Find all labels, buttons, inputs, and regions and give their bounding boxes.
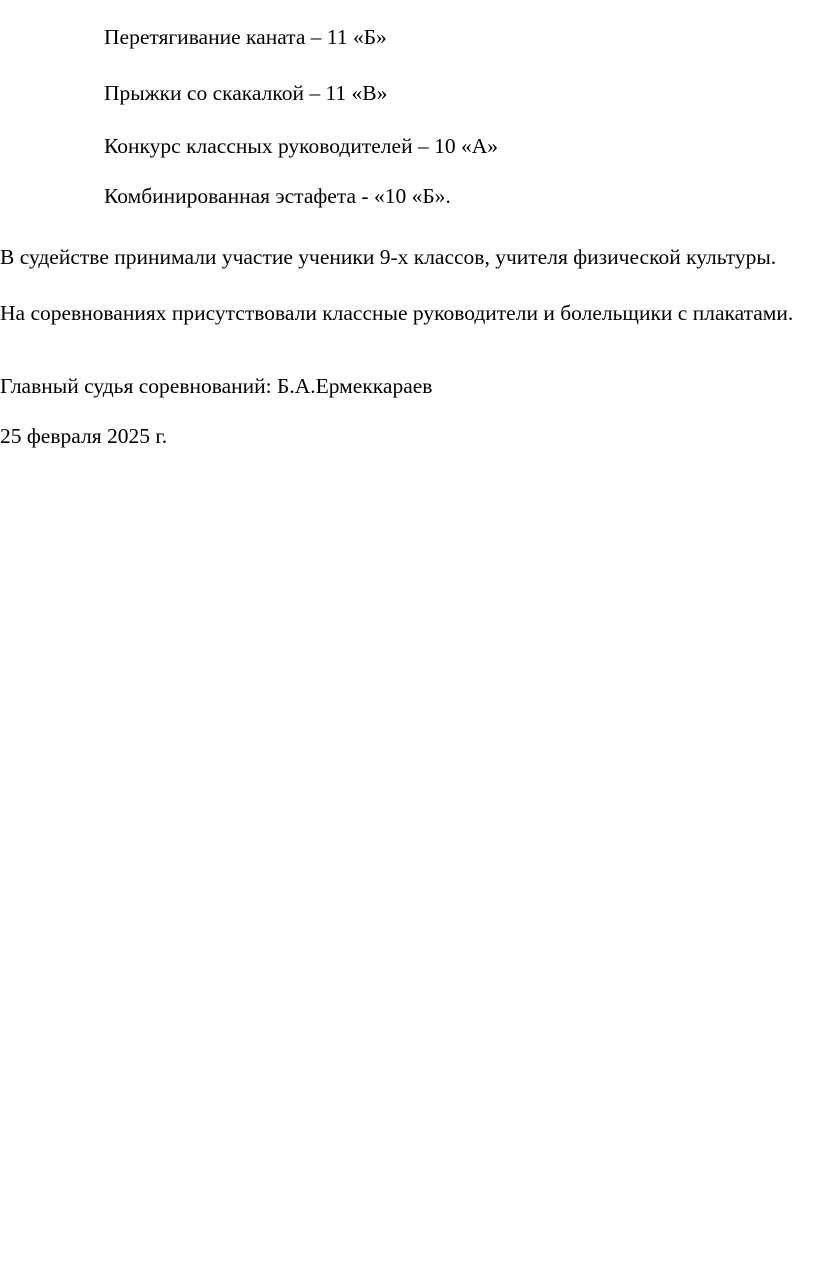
result-class-teachers-contest: Конкурс классных руководителей – 10 «А» bbox=[104, 134, 498, 158]
judging-paragraph: В судействе принимали участие ученики 9-х классов, учителя физической культуры. bbox=[0, 245, 777, 269]
result-tug-of-war: Перетягивание каната – 11 «Б» bbox=[104, 25, 387, 49]
date-line: 25 февраля 2025 г. bbox=[0, 424, 168, 448]
attendance-paragraph: На соревнованиях присутствовали классные руководители и болельщики с плакатами. bbox=[0, 301, 794, 325]
result-combined-relay: Комбинированная эстафета - «10 «Б». bbox=[104, 184, 451, 208]
chief-judge-line: Главный судья соревнований: Б.А.Ермеккараев bbox=[0, 374, 433, 398]
result-jump-rope: Прыжки со скакалкой – 11 «В» bbox=[104, 81, 388, 105]
